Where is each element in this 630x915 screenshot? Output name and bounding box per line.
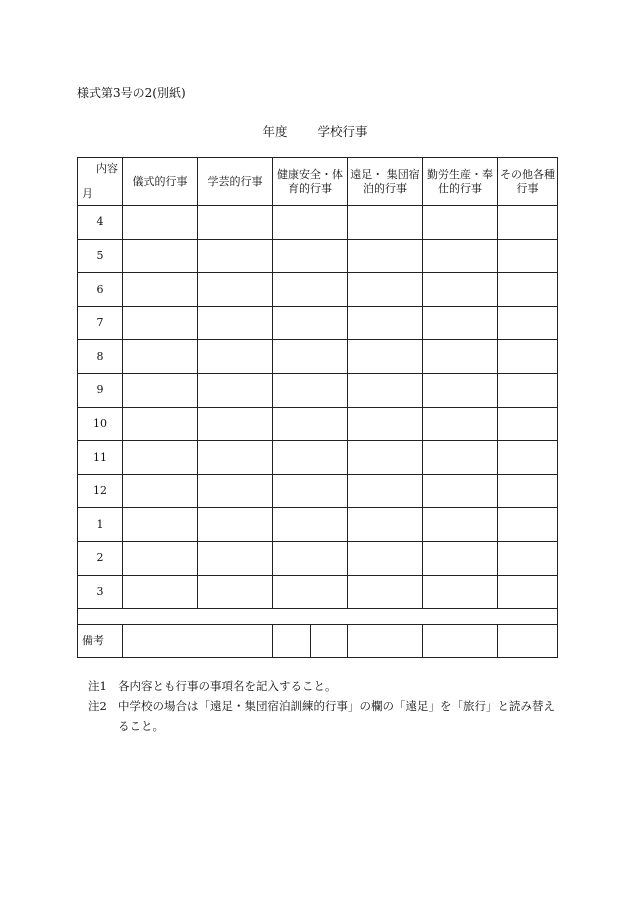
entry-cell[interactable]: [123, 373, 198, 407]
table-row: [78, 373, 558, 407]
entry-cell[interactable]: [198, 508, 273, 542]
entry-cell[interactable]: [423, 541, 498, 575]
entry-cell[interactable]: [198, 407, 273, 441]
entry-cell[interactable]: [498, 407, 558, 441]
month-label: 7: [78, 306, 123, 340]
month-label: 6: [78, 273, 123, 307]
spacer-row: [78, 609, 558, 625]
entry-cell[interactable]: [273, 441, 348, 475]
entry-cell[interactable]: [123, 206, 198, 240]
entry-cell[interactable]: [273, 273, 348, 307]
col-header-health-safety: 健康安全・体育的行事: [273, 158, 348, 206]
entry-cell[interactable]: [423, 239, 498, 273]
month-label: 5: [78, 239, 123, 273]
remarks-cell[interactable]: [498, 625, 558, 658]
school-events-table: [77, 157, 558, 658]
remarks-cell[interactable]: [423, 625, 498, 658]
entry-cell[interactable]: [348, 541, 423, 575]
col-header-excursion: 遠足・ 集団宿泊的行事: [348, 158, 423, 206]
month-label: 10: [78, 407, 123, 441]
entry-cell[interactable]: [423, 340, 498, 374]
entry-cell[interactable]: [498, 239, 558, 273]
entry-cell[interactable]: [423, 508, 498, 542]
entry-cell[interactable]: [273, 340, 348, 374]
entry-cell[interactable]: [198, 373, 273, 407]
entry-cell[interactable]: [423, 206, 498, 240]
table-row: [78, 407, 558, 441]
note-1: [88, 676, 558, 696]
entry-cell[interactable]: [498, 206, 558, 240]
corner-month-label: 月: [82, 187, 93, 201]
entry-cell[interactable]: [498, 306, 558, 340]
table-row: [78, 508, 558, 542]
remarks-cell[interactable]: [310, 625, 348, 658]
col-header-ceremonial: 儀式的行事: [123, 158, 198, 206]
note-2: [88, 696, 558, 736]
entry-cell[interactable]: [498, 373, 558, 407]
col-header-cultural: 学芸的行事: [198, 158, 273, 206]
table-row: [78, 474, 558, 508]
entry-cell[interactable]: [498, 541, 558, 575]
entry-cell[interactable]: [123, 340, 198, 374]
entry-cell[interactable]: [498, 441, 558, 475]
entry-cell[interactable]: [348, 407, 423, 441]
entry-cell[interactable]: [198, 541, 273, 575]
month-label: 2: [78, 541, 123, 575]
month-label: 4: [78, 206, 123, 240]
entry-cell[interactable]: [498, 474, 558, 508]
remarks-row: [78, 625, 558, 658]
entry-cell[interactable]: [198, 273, 273, 307]
entry-cell[interactable]: [123, 273, 198, 307]
entry-cell[interactable]: [498, 273, 558, 307]
entry-cell[interactable]: [198, 239, 273, 273]
month-label: 8: [78, 340, 123, 374]
month-label: 11: [78, 441, 123, 475]
table-row: [78, 340, 558, 374]
entry-cell[interactable]: [423, 441, 498, 475]
table-row: [78, 306, 558, 340]
entry-cell[interactable]: [423, 575, 498, 609]
entry-cell[interactable]: [273, 474, 348, 508]
entry-cell[interactable]: [273, 373, 348, 407]
title-text: 学校行事: [317, 124, 368, 139]
entry-cell[interactable]: [423, 407, 498, 441]
entry-cell[interactable]: [123, 306, 198, 340]
entry-cell[interactable]: [198, 441, 273, 475]
corner-cell: [78, 158, 123, 206]
spacer-cell: [78, 609, 558, 625]
col-header-labor-service: 勤労生産・奉仕的行事: [423, 158, 498, 206]
table-row: [78, 575, 558, 609]
entry-cell[interactable]: [498, 340, 558, 374]
entry-cell[interactable]: [273, 306, 348, 340]
entry-cell[interactable]: [123, 474, 198, 508]
entry-cell[interactable]: [123, 575, 198, 609]
entry-cell[interactable]: [273, 239, 348, 273]
document-title: [0, 122, 630, 140]
entry-cell[interactable]: [198, 206, 273, 240]
entry-cell[interactable]: [123, 441, 198, 475]
remarks-label: 備考: [78, 625, 123, 658]
entry-cell[interactable]: [123, 541, 198, 575]
entry-cell[interactable]: [123, 508, 198, 542]
entry-cell[interactable]: [348, 441, 423, 475]
entry-cell[interactable]: [498, 508, 558, 542]
entry-cell[interactable]: [273, 508, 348, 542]
note-text: 各内容とも行事の事項名を記入すること。: [118, 679, 337, 693]
entry-cell[interactable]: [198, 575, 273, 609]
entry-cell[interactable]: [423, 474, 498, 508]
entry-cell[interactable]: [348, 508, 423, 542]
header-row: [78, 158, 558, 206]
entry-cell[interactable]: [273, 541, 348, 575]
entry-cell[interactable]: [423, 306, 498, 340]
month-label: 1: [78, 508, 123, 542]
month-label: 12: [78, 474, 123, 508]
remarks-cell[interactable]: [348, 625, 423, 658]
note-text: 中学校の場合は「遠足・集団宿泊訓練的行事」の欄の「遠足」を「旅行」と読み替えること。: [118, 699, 555, 734]
month-label: 9: [78, 373, 123, 407]
fiscal-year-label: 年度: [262, 124, 288, 139]
table-row: [78, 273, 558, 307]
col-header-other: その他各種行事: [498, 158, 558, 206]
table-row: [78, 239, 558, 273]
entry-cell[interactable]: [348, 239, 423, 273]
entry-cell[interactable]: [273, 407, 348, 441]
month-label: 3: [78, 575, 123, 609]
entry-cell[interactable]: [423, 273, 498, 307]
entry-cell[interactable]: [273, 206, 348, 240]
entry-cell[interactable]: [198, 474, 273, 508]
form-code: 様式第3号の2(別紙): [77, 86, 186, 100]
table-row: [78, 441, 558, 475]
table-row: [78, 206, 558, 240]
entry-cell[interactable]: [348, 306, 423, 340]
remarks-cell[interactable]: [273, 625, 311, 658]
entry-cell[interactable]: [198, 340, 273, 374]
notes-section: [88, 676, 558, 736]
corner-content-label: 内容: [96, 162, 118, 175]
remarks-cell[interactable]: [123, 625, 273, 658]
entry-cell[interactable]: [123, 239, 198, 273]
entry-cell[interactable]: [198, 306, 273, 340]
entry-cell[interactable]: [273, 575, 348, 609]
entry-cell[interactable]: [348, 340, 423, 374]
note-label: 注2: [88, 699, 107, 714]
entry-cell[interactable]: [348, 273, 423, 307]
entry-cell[interactable]: [498, 575, 558, 609]
entry-cell[interactable]: [123, 407, 198, 441]
month-rows: [78, 206, 558, 609]
entry-cell[interactable]: [348, 474, 423, 508]
table-row: [78, 541, 558, 575]
entry-cell[interactable]: [348, 373, 423, 407]
note-label: 注1: [88, 679, 107, 693]
entry-cell[interactable]: [423, 373, 498, 407]
entry-cell[interactable]: [348, 206, 423, 240]
entry-cell[interactable]: [348, 575, 423, 609]
